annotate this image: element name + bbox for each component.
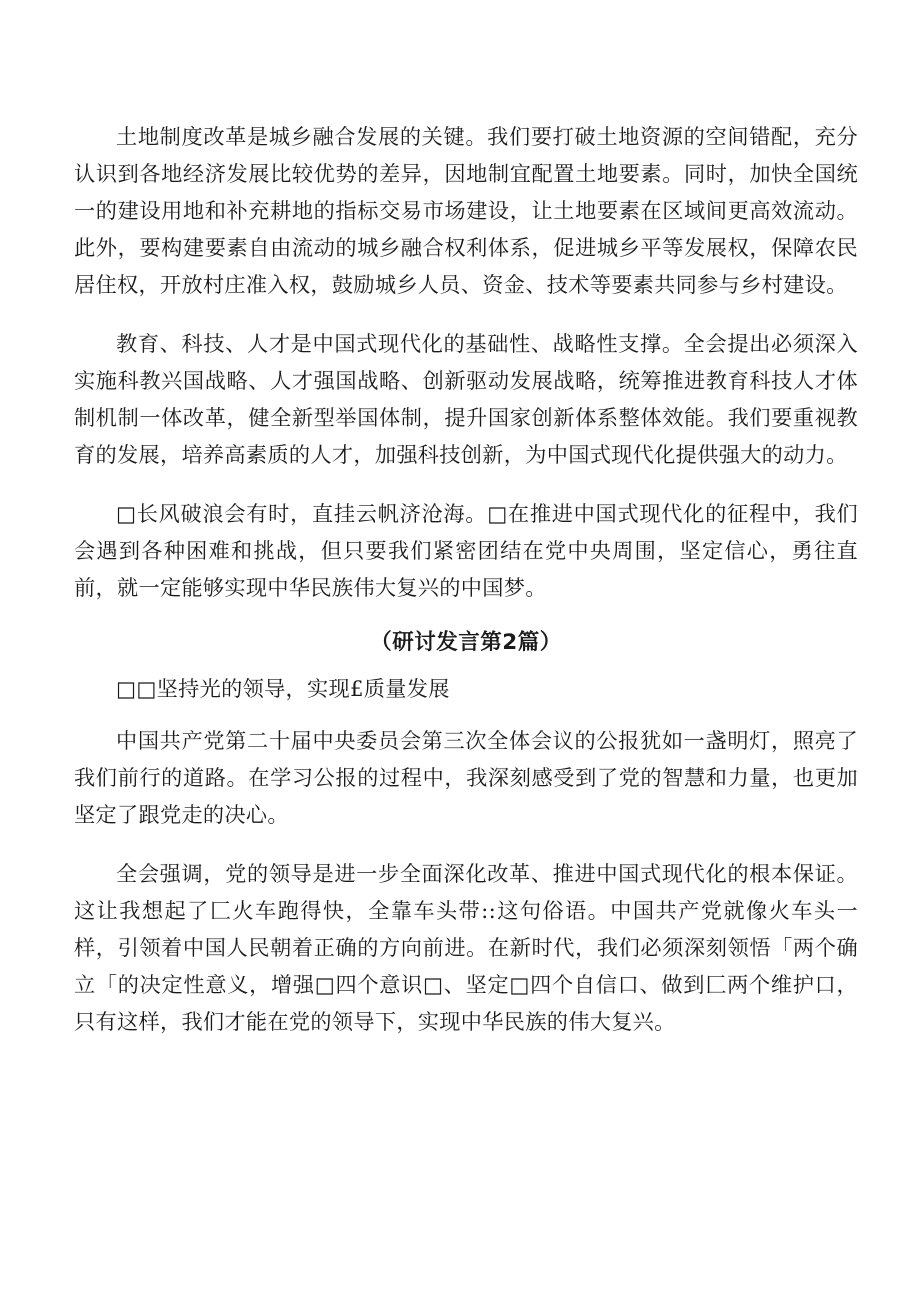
paragraph-education-tech: 教育、科技、人才是中国式现代化的基础性、战略性支撑。全会提出必须深入实施科教兴国战略、人才强国战略、创新驱动发展战略，统筹推进教育科技人才体制机制一体改革，健全新型举国体制，提升国家创新体系整体效能。我们要重视教育的发展，培养高素质的人才，加强科技创新，为中国式现代化提供强大的动力。 bbox=[74, 331, 858, 467]
paragraph-communique: 中国共产党第二十届中央委员会第三次全体会议的公报犹如一盏明灯，照亮了我们前行的道路。在学习公报的过程中，我深刻感受到了党的智慧和力量，也更加坚定了跟党走的决心。 bbox=[74, 728, 858, 827]
document-page bbox=[74, 118, 858, 1040]
section-subheading: □□坚持光的领导，实现£质量发展 bbox=[116, 676, 450, 701]
section-title: （研讨发言第2篇） bbox=[370, 630, 562, 655]
paragraph-party-leadership: 全会强调，党的领导是进一步全面深化改革、推进中国式现代化的根本保证。这让我想起了匚火车跑得快，全靠车头带::这句俗语。中国共产党就像火车头一样，引领着中国人民朝着正确的方向前进。在新时代，我们必须深刻领悟「两个确立「的决定性意义，增强□四个意识□、坚定□四个自信口、做到匚两个维护口，只有这样，我们才能在党的领导下，实现中华民族的伟大复兴。 bbox=[74, 861, 858, 1034]
paragraph-land-reform: 土地制度改革是城乡融合发展的关键。我们要打破土地资源的空间错配，充分认识到各地经济发展比较优势的差异，因地制宜配置土地要素。同时，加快全国统一的建设用地和补充耕地的指标交易市场建设，让土地要素在区域间更高效流动。此外，要构建要素自由流动的城乡融合权利体系，促进城乡平等发展权，保障农民居住权，开放村庄准入权，鼓励城乡人员、资金、技术等要素共同参与乡村建设。 bbox=[74, 124, 858, 297]
paragraph-rejuvenation: □长风破浪会有时，直挂云帆济沧海。□在推进中国式现代化的征程中，我们会遇到各种困难和挑战，但只要我们紧密团结在党中央周围，坚定信心，勇往直前，就一定能够实现中华民族伟大复兴的中国梦。 bbox=[74, 501, 858, 600]
